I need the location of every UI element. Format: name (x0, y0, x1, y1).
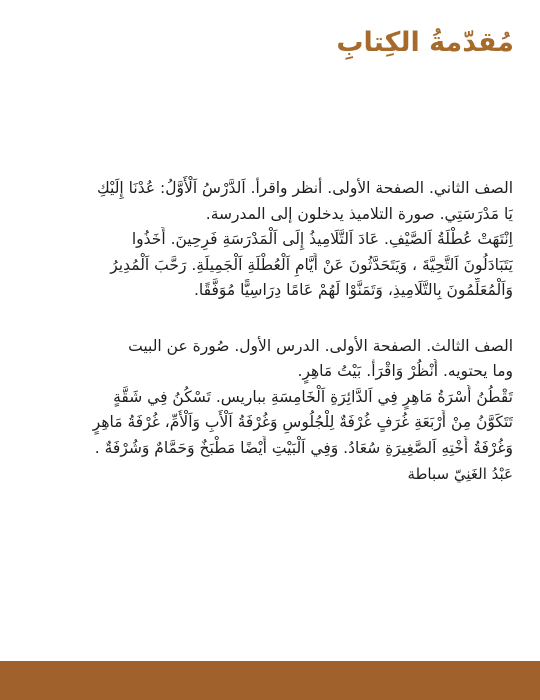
paragraph-line: وَاَلْمُعَلِّمُونَ بِالتَّلَامِيذِ، وَتَمَنَّوْا لَهُمْ عَامًا دِرَاسِيًّا مُوَفَّقًا. (193, 281, 513, 299)
footer-band (0, 661, 540, 700)
book-introduction-text (25, 176, 513, 486)
grade-three-excerpt (25, 334, 513, 462)
grade-two-excerpt (25, 176, 513, 304)
paragraph-line: يَا مَدْرَسَتِي. صورة التلاميذ يدخلون إلى المدرسة. (205, 204, 513, 223)
paragraph-line: الصف الثالث. الصفحة الأولى. الدرس الأول. صُورة عن البيت (128, 336, 513, 355)
paragraph-line: اِنْتَهَتْ عُطْلَةُ اَلصَّيْفِ. عَادَ اَلتَّلَامِيذُ إِلَى اَلْمَدْرَسَةِ فَرِحِينَ. أَخَذُوا (131, 230, 513, 248)
paragraph-line: وَغُرْفَةُ أُخْتِهِ اَلصَّغِيرَةِ سُعَادُ. وَفِي اَلْبَيْتِ أَيْضًا مَطْبَخٌ وَحَمَّامٌ وَشُرْفَةٌ . (94, 438, 513, 457)
paragraph-line: يَتَبَادَلُونَ اَلتَّحِيَّةَ ، وَيَتَحَدَّثُونَ عَنْ أَيَّامِ اَلْعُطْلَةِ اَلْجَمِيلَةِ. رَحَّبَ اَلْمُدِيرُ (110, 255, 513, 274)
author-signature: عَبْدُ الغَنِيّ سباطة (407, 465, 513, 483)
paragraph-line: الصف الثاني. الصفحة الأولى. أنظر واقرأ. اَلدَّرْسُ اَلْأَوَّلُ: عُدْنَا إِلَيْكِ (96, 179, 513, 197)
page-title: مُقدّمةُ الكِتابِ (336, 27, 514, 58)
paragraph-line: وما يحتويه. أُنْظُرْ وَاقْرَأْ. بَيْتُ مَاهِرٍ. (297, 362, 513, 380)
paragraph-line: تَقْطُنُ أُسْرَةُ مَاهِرٍ فِي اَلدَّائِرَةِ اَلْخَامِسَةِ بباريس. تَسْكُنُ فِي شَقَّةٍ (113, 387, 513, 406)
paragraph-line: تَتَكَوَّنُ مِنْ أَرْبَعَةِ غُرَفٍ غُرْفَةٌ لِلْجُلُوسِ وَغُرْفَةُ اَلْأَبِ وَاَلْأُمِّ، غُرْفَةُ مَاهِرٍ (92, 413, 513, 431)
